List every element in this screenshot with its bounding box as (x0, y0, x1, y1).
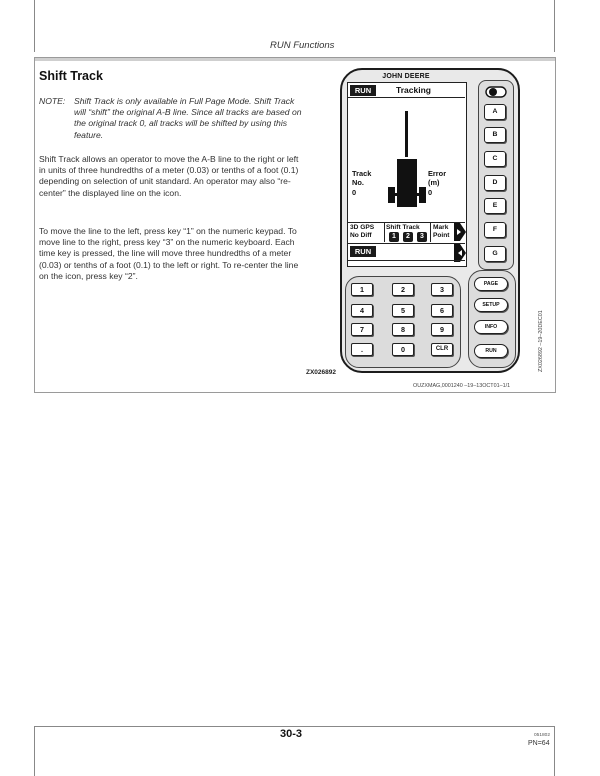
numpad-key-4[interactable]: 4 (351, 304, 373, 317)
side-key-d[interactable]: D (484, 175, 506, 191)
paragraph-1: Shift Track allows an operator to move the A-B line to the right or left in units of three hundredths of a meter (0.03) or tenths of a foot (0.1) depending on selection of unit standard. An operator may also “re-center” the displayed line on the icon. (39, 154, 299, 198)
soft-gps-label-2: No Diff (350, 232, 372, 239)
soft-divider-2 (430, 222, 431, 242)
reference-code: OUZXMAG,0001240 –19–13OCT01–1/1 (413, 383, 511, 389)
side-key-a[interactable]: A (484, 104, 506, 120)
side-key-g[interactable]: G (484, 246, 506, 262)
note-block (39, 96, 311, 144)
numpad-key-8[interactable]: 8 (392, 323, 414, 336)
numpad-key-2[interactable]: 2 (392, 283, 414, 296)
numpad-key-5[interactable]: 5 (392, 304, 414, 317)
page-number: 30-3 (280, 728, 303, 740)
shift-left-badge: 1 (389, 232, 399, 242)
content-box-top-band (35, 58, 555, 61)
soft-divider-1 (384, 222, 385, 242)
numpad-key-1[interactable]: 1 (351, 283, 373, 296)
track-value: 0 (352, 188, 357, 197)
soft-shift-label: Shift Track (386, 224, 420, 231)
numpad-key-3[interactable]: 3 (431, 283, 453, 296)
track-label-1: Track (352, 169, 372, 178)
footer-pn: PN=64 (528, 740, 550, 747)
track-label-2: No. (352, 178, 364, 187)
paragraph-2: To move the line to the left, press key “1” on the numeric keypad. To move line to the right, press key “3” on the numeric keyboard. Each time key is pressed, the line will move three hundredths of a meter (0.03) or tenths of a foot (0.1) to the left or right. To re-center the line on the icon, press key “2”. (39, 226, 299, 281)
error-value: 0 (428, 188, 433, 197)
error-label-1: Error (428, 169, 447, 178)
header-right-rule (554, 0, 555, 52)
right-arrow-icon (454, 223, 466, 241)
numpad-key-6[interactable]: 6 (431, 304, 453, 317)
footer-rule (34, 726, 555, 727)
footer-code: 051802 (534, 733, 551, 738)
brand-label: JOHN DEERE (382, 73, 430, 80)
footer-right-rule (554, 726, 555, 776)
soft-gps-label-1: 3D GPS (350, 224, 375, 231)
side-key-c[interactable]: C (484, 151, 506, 167)
soft-mark-label-1: Mark (433, 224, 449, 231)
run-badge: RUN (350, 85, 376, 96)
run-row-divider (348, 260, 465, 261)
footer-left-rule (34, 726, 35, 776)
figure-caption: ZX026892 (306, 369, 336, 376)
setup-key[interactable]: SETUP (474, 298, 508, 312)
page-key[interactable]: PAGE (474, 277, 508, 291)
note-text: Shift Track is only available in Full Page Mode. Shift Track will “shift” the original A-B line. Since all tracks are based on the original track 0, all tracks will be shifted by using this feature. (74, 96, 302, 140)
numpad-key-9[interactable]: 9 (431, 323, 453, 336)
tractor-icon (386, 159, 428, 209)
mode-title: Tracking (396, 85, 431, 95)
run-key[interactable]: RUN (474, 344, 508, 358)
toggle-icon (485, 86, 507, 98)
figure-vertical-id: ZX026892 –19–20DEC01 (538, 310, 544, 372)
header-left-rule (34, 0, 35, 52)
side-key-e[interactable]: E (484, 198, 506, 214)
shift-right-badge: 3 (417, 232, 427, 242)
display-screen (347, 82, 467, 267)
info-key[interactable]: INFO (474, 320, 508, 334)
shift-center-badge: 2 (403, 232, 413, 242)
numpad-key-0[interactable]: 0 (392, 343, 414, 356)
numpad-key-clr[interactable]: CLR (431, 343, 453, 356)
running-header: RUN Functions (270, 40, 335, 51)
note-label: NOTE: (39, 96, 66, 106)
side-key-b[interactable]: B (484, 127, 506, 143)
soft-mark-label-2: Point (433, 232, 450, 239)
section-title: Shift Track (39, 69, 103, 83)
numpad-key-7[interactable]: 7 (351, 323, 373, 336)
numpad-key-dot[interactable]: . (351, 343, 373, 356)
run-badge-lower: RUN (350, 246, 376, 257)
guidance-line (405, 111, 408, 157)
side-key-f[interactable]: F (484, 222, 506, 238)
error-label-2: (m) (428, 178, 440, 187)
